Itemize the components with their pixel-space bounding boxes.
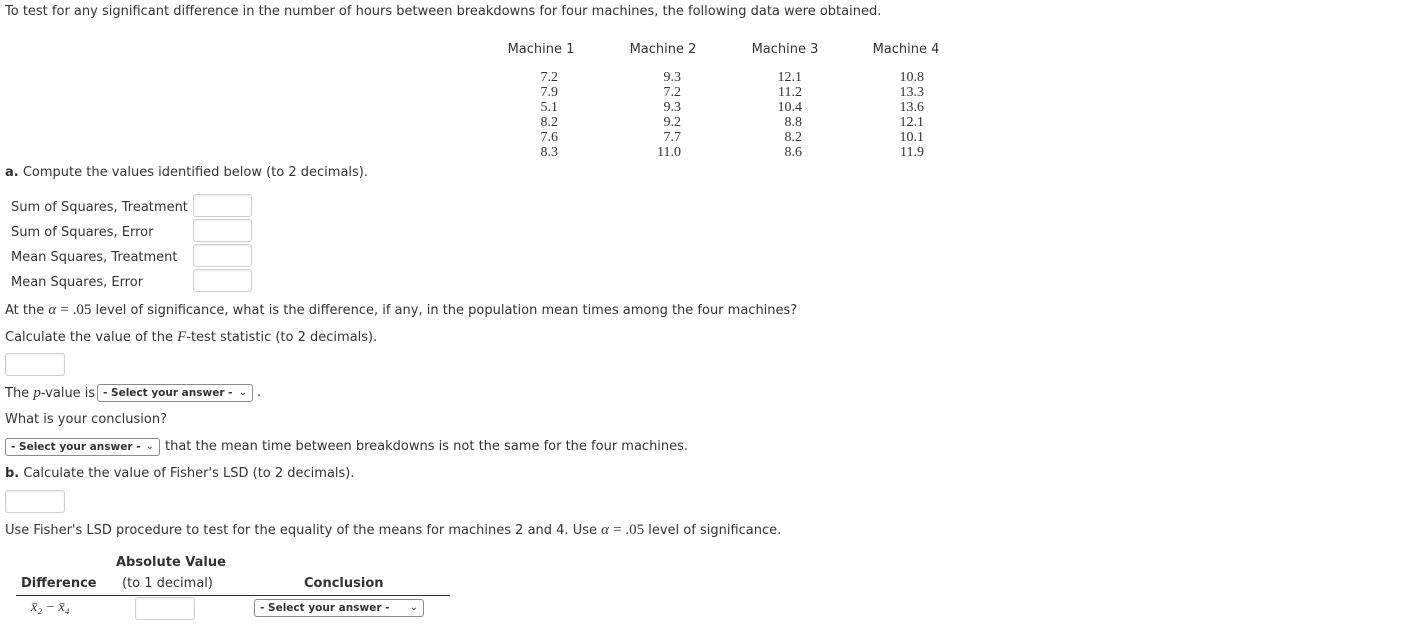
abs-value-subheader: (to 1 decimal) — [122, 576, 213, 591]
table-cell: 12.1 — [777, 70, 802, 85]
lsd-before: Use Fisher's LSD procedure to test for the equality of the means for machines 2 and 4. Use — [5, 523, 597, 538]
alpha-question — [5, 302, 797, 319]
conclusion-select-value: - Select your answer - — [11, 441, 141, 453]
table-cell: 13.3 — [899, 85, 924, 100]
part-a-instruction — [5, 165, 368, 180]
machine-4-header: Machine 4 — [872, 42, 940, 57]
machine-3-values — [742, 70, 802, 160]
table-cell: 8.8 — [784, 115, 802, 130]
part-b-text: Calculate the value of Fisher's LSD (to 2 decimals). — [23, 466, 355, 481]
alpha-value: = .05 — [60, 302, 92, 318]
pvalue-before: The — [5, 386, 30, 401]
part-b-instruction — [5, 466, 355, 481]
alpha-value: = .05 — [613, 522, 645, 538]
table-cell: 7.2 — [540, 70, 558, 85]
alpha-symbol: α — [601, 522, 609, 538]
f-stat-before: Calculate the value of the — [5, 330, 173, 345]
lsd-conclusion-select-value: - Select your answer - — [260, 602, 390, 614]
table-cell: 5.1 — [540, 100, 558, 115]
f-stat-input[interactable] — [5, 353, 65, 376]
ms-treatment-label: Mean Squares, Treatment — [11, 250, 178, 265]
table-cell: 8.6 — [784, 145, 802, 160]
ms-error-label: Mean Squares, Error — [11, 275, 144, 290]
part-a-label: a. — [5, 165, 19, 180]
difference-row-label: x̄₂ − x̄₄ — [31, 600, 70, 615]
machine-2-values — [621, 70, 681, 160]
table-cell: 10.8 — [899, 70, 924, 85]
table-cell: 7.9 — [540, 85, 558, 100]
difference-header: Difference — [21, 576, 97, 591]
ms-error-input[interactable] — [193, 269, 252, 292]
lsd-instruction — [5, 522, 781, 539]
conclusion-question: What is your conclusion? — [5, 412, 167, 427]
table-cell: 7.6 — [540, 130, 558, 145]
alpha-question-after: level of significance, what is the difference, if any, in the population mean times among the four machines? — [95, 303, 798, 318]
abs-value-header: Absolute Value — [116, 555, 226, 570]
machine-1-values — [498, 70, 558, 160]
p-symbol: p — [33, 385, 41, 401]
table-cell: 9.3 — [663, 100, 681, 115]
table-cell: 8.2 — [784, 130, 802, 145]
conclusion-text: that the mean time between breakdowns is not the same for the four machines. — [165, 439, 689, 454]
table-cell: 11.9 — [900, 145, 924, 160]
abs-value-input[interactable] — [135, 597, 195, 620]
part-b-label: b. — [5, 466, 20, 481]
chevron-down-icon: ⌄ — [238, 387, 247, 398]
table-divider — [16, 595, 450, 596]
conclusion-header: Conclusion — [304, 576, 384, 591]
table-cell: 10.1 — [899, 130, 924, 145]
ss-treatment-label: Sum of Squares, Treatment — [11, 200, 188, 215]
machine-4-values — [864, 70, 924, 160]
ms-treatment-input[interactable] — [193, 244, 252, 267]
f-stat-instruction — [5, 329, 377, 346]
machine-1-header: Machine 1 — [507, 42, 575, 57]
pvalue-select[interactable] — [97, 384, 253, 402]
machine-3-header: Machine 3 — [751, 42, 819, 57]
ss-treatment-input[interactable] — [193, 194, 252, 217]
chevron-down-icon: ⌄ — [409, 602, 418, 613]
table-cell: 8.2 — [540, 115, 558, 130]
table-cell: 13.6 — [899, 100, 924, 115]
pvalue-after: -value is — [40, 386, 96, 401]
intro-text: To test for any significant difference in the number of hours between breakdowns for four machines, the following data were obtained. — [5, 4, 882, 19]
alpha-symbol: α — [48, 302, 57, 318]
pvalue-line — [5, 385, 95, 402]
alpha-question-before: At the — [5, 303, 45, 318]
conclusion-select[interactable] — [5, 438, 160, 456]
ss-error-input[interactable] — [193, 219, 252, 242]
chevron-down-icon: ⌄ — [145, 441, 154, 452]
lsd-conclusion-select[interactable] — [254, 599, 424, 617]
pvalue-period: . — [257, 385, 262, 400]
lsd-input[interactable] — [5, 490, 65, 513]
table-cell: 12.1 — [899, 115, 924, 130]
f-stat-after: -test statistic (to 2 decimals). — [186, 330, 378, 345]
table-cell: 10.4 — [777, 100, 802, 115]
table-cell: 9.2 — [663, 115, 681, 130]
f-symbol: F — [177, 329, 187, 345]
table-cell: 11.0 — [657, 145, 681, 160]
table-cell: 11.2 — [778, 85, 802, 100]
table-cell: 9.3 — [663, 70, 681, 85]
table-cell: 7.2 — [663, 85, 681, 100]
machine-2-header: Machine 2 — [629, 42, 697, 57]
table-cell: 7.7 — [663, 130, 681, 145]
pvalue-select-value: - Select your answer - — [103, 387, 233, 399]
lsd-after: level of significance. — [648, 523, 782, 538]
part-a-text: Compute the values identified below (to 2 decimals). — [22, 165, 369, 180]
ss-error-label: Sum of Squares, Error — [11, 225, 154, 240]
table-cell: 8.3 — [540, 145, 558, 160]
